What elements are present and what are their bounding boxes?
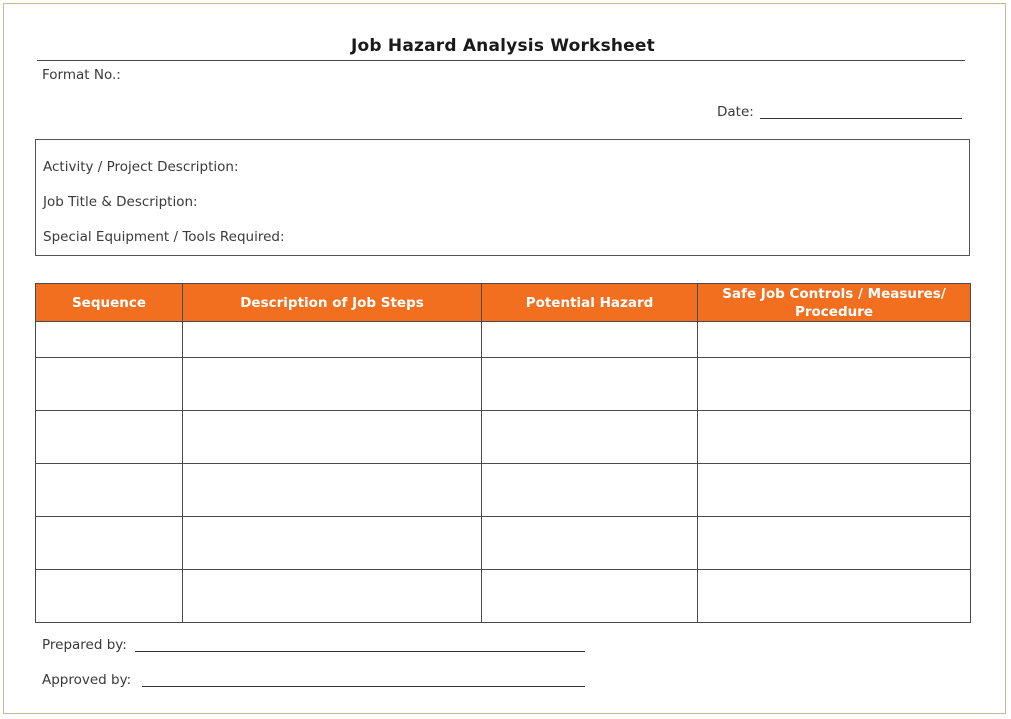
table-cell[interactable] — [36, 358, 183, 411]
table-row — [36, 464, 971, 517]
table-cell[interactable] — [36, 322, 183, 358]
table-header-row — [36, 284, 971, 322]
table-row — [36, 358, 971, 411]
table-cell[interactable] — [183, 464, 482, 517]
table-cell[interactable] — [698, 570, 971, 623]
format-no-label: Format No.: — [42, 67, 121, 83]
info-box — [35, 139, 970, 256]
table-cell[interactable] — [482, 517, 698, 570]
table-row — [36, 322, 971, 358]
page-title: Job Hazard Analysis Worksheet — [351, 36, 655, 56]
approved-by-field[interactable] — [142, 686, 585, 687]
table-cell[interactable] — [698, 411, 971, 464]
table-cell[interactable] — [482, 322, 698, 358]
table-cell[interactable] — [482, 464, 698, 517]
activity-label: Activity / Project Description: — [43, 159, 239, 175]
table-row — [36, 570, 971, 623]
table-cell[interactable] — [36, 464, 183, 517]
table-cell[interactable] — [482, 411, 698, 464]
table-cell[interactable] — [36, 517, 183, 570]
prepared-by-label: Prepared by: — [42, 637, 127, 653]
table-cell[interactable] — [183, 517, 482, 570]
table-cell[interactable] — [698, 358, 971, 411]
hazard-table — [35, 283, 971, 623]
prepared-by-field[interactable] — [135, 651, 585, 652]
date-field[interactable] — [760, 118, 962, 119]
job-title-label: Job Title & Description: — [43, 194, 198, 210]
table-cell[interactable] — [183, 322, 482, 358]
table-cell[interactable] — [36, 570, 183, 623]
column-header-safe-controls: Safe Job Controls / Measures/ Procedure — [698, 284, 971, 322]
approved-by-label: Approved by: — [42, 672, 132, 688]
table-cell[interactable] — [183, 570, 482, 623]
table-cell[interactable] — [698, 322, 971, 358]
table-cell[interactable] — [482, 570, 698, 623]
table-cell[interactable] — [36, 411, 183, 464]
table-row — [36, 411, 971, 464]
date-label: Date: — [717, 104, 754, 120]
column-header-potential-hazard: Potential Hazard — [482, 284, 698, 322]
column-header-sequence: Sequence — [36, 284, 183, 322]
table-cell[interactable] — [698, 464, 971, 517]
title-underline — [37, 60, 965, 61]
table-row — [36, 517, 971, 570]
table-cell[interactable] — [183, 411, 482, 464]
table-cell[interactable] — [482, 358, 698, 411]
equipment-label: Special Equipment / Tools Required: — [43, 229, 285, 245]
column-header-job-steps: Description of Job Steps — [183, 284, 482, 322]
table-cell[interactable] — [183, 358, 482, 411]
table-cell[interactable] — [698, 517, 971, 570]
